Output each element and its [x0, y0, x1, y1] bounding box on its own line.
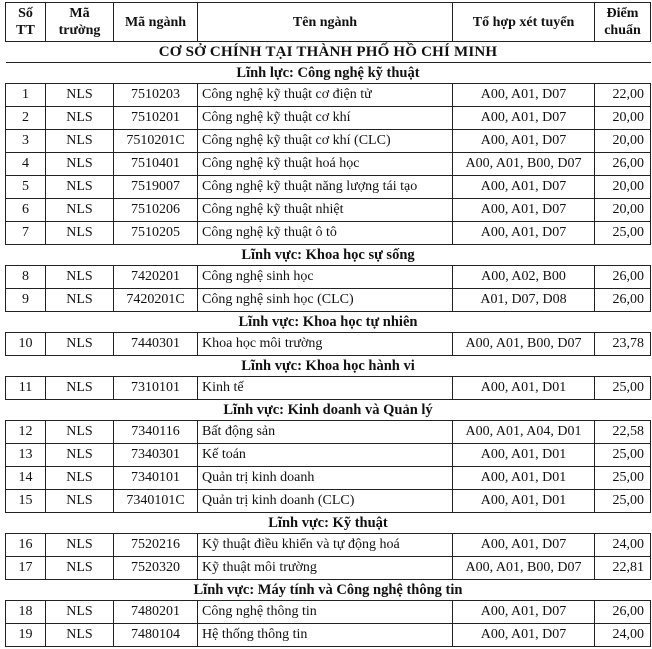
cell-ma-nganh: 7510206 [114, 199, 198, 222]
cell-diem-chuan: 25,00 [595, 467, 651, 490]
table-row [6, 490, 651, 513]
cell-ten-nganh: Công nghệ kỹ thuật cơ khí (CLC) [198, 130, 453, 153]
section-title: Lĩnh vực: Kinh doanh và Quản lý [6, 400, 651, 421]
cell-stt: 8 [6, 266, 46, 289]
cell-ma-truong: NLS [46, 421, 114, 444]
cell-stt: 10 [6, 333, 46, 356]
table-row [6, 534, 651, 557]
cell-to-hop: A00, A01, D01 [453, 377, 595, 400]
col-header-ten-nganh: Tên ngành [198, 3, 453, 42]
cell-diem-chuan: 20,00 [595, 130, 651, 153]
section-header-row [6, 63, 651, 84]
cell-stt: 11 [6, 377, 46, 400]
cell-ma-truong: NLS [46, 107, 114, 130]
table-row [6, 333, 651, 356]
cell-to-hop: A00, A01, D01 [453, 490, 595, 513]
cell-ten-nganh: Quản trị kinh doanh (CLC) [198, 490, 453, 513]
table-row [6, 84, 651, 107]
cell-to-hop: A00, A01, D07 [453, 534, 595, 557]
table-row [6, 421, 651, 444]
cell-to-hop: A00, A01, B00, D07 [453, 153, 595, 176]
cell-to-hop: A00, A02, B00 [453, 266, 595, 289]
cell-stt: 18 [6, 601, 46, 624]
section-header-row [6, 312, 651, 333]
table-row [6, 107, 651, 130]
cell-ma-truong: NLS [46, 534, 114, 557]
col-header-diem-chuan: Điểm chuẩn [595, 3, 651, 42]
cell-stt: 2 [6, 107, 46, 130]
cell-diem-chuan: 23,78 [595, 333, 651, 356]
cell-ma-nganh: 7340101 [114, 467, 198, 490]
table-row [6, 130, 651, 153]
cell-ma-truong: NLS [46, 333, 114, 356]
cell-to-hop: A00, A01, D01 [453, 444, 595, 467]
cell-stt: 9 [6, 289, 46, 312]
admission-score-table [5, 2, 651, 647]
section-title: Lĩnh vực: Khoa học sự sống [6, 245, 651, 266]
cell-ten-nganh: Công nghệ sinh học (CLC) [198, 289, 453, 312]
cell-ten-nganh: Kinh tế [198, 377, 453, 400]
cell-diem-chuan: 25,00 [595, 222, 651, 245]
cell-ten-nganh: Công nghệ kỹ thuật nhiệt [198, 199, 453, 222]
cell-ten-nganh: Kỹ thuật điều khiển và tự động hoá [198, 534, 453, 557]
cell-to-hop: A00, A01, B00, D07 [453, 557, 595, 580]
section-title: Lĩnh vực: Khoa học hành vi [6, 356, 651, 377]
cell-stt: 7 [6, 222, 46, 245]
cell-diem-chuan: 24,00 [595, 624, 651, 647]
table-row [6, 624, 651, 647]
cell-diem-chuan: 22,00 [595, 84, 651, 107]
cell-ten-nganh: Công nghệ sinh học [198, 266, 453, 289]
cell-stt: 6 [6, 199, 46, 222]
cell-ten-nganh: Công nghệ kỹ thuật cơ khí [198, 107, 453, 130]
campus-title: CƠ SỞ CHÍNH TẠI THÀNH PHỐ HỒ CHÍ MINH [6, 42, 651, 63]
cell-stt: 15 [6, 490, 46, 513]
cell-ma-truong: NLS [46, 467, 114, 490]
cell-ma-nganh: 7440301 [114, 333, 198, 356]
section-header-row [6, 580, 651, 601]
cell-to-hop: A00, A01, A04, D01 [453, 421, 595, 444]
table-row [6, 289, 651, 312]
cell-diem-chuan: 26,00 [595, 289, 651, 312]
table-row [6, 601, 651, 624]
cell-stt: 4 [6, 153, 46, 176]
cell-ma-truong: NLS [46, 601, 114, 624]
cell-ten-nganh: Công nghệ kỹ thuật cơ điện tử [198, 84, 453, 107]
cell-ma-nganh: 7420201 [114, 266, 198, 289]
cell-stt: 19 [6, 624, 46, 647]
cell-diem-chuan: 26,00 [595, 266, 651, 289]
campus-title-row [6, 42, 651, 63]
cell-ma-nganh: 7510201 [114, 107, 198, 130]
cell-ma-nganh: 7480201 [114, 601, 198, 624]
cell-diem-chuan: 24,00 [595, 534, 651, 557]
cell-ten-nganh: Quản trị kinh doanh [198, 467, 453, 490]
cell-to-hop: A00, A01, D07 [453, 222, 595, 245]
cell-ten-nganh: Công nghệ thông tin [198, 601, 453, 624]
cell-to-hop: A00, A01, D07 [453, 176, 595, 199]
cell-diem-chuan: 25,00 [595, 490, 651, 513]
cell-stt: 12 [6, 421, 46, 444]
table-header-row [6, 3, 651, 42]
cell-ma-truong: NLS [46, 557, 114, 580]
cell-stt: 1 [6, 84, 46, 107]
cell-to-hop: A00, A01, D07 [453, 130, 595, 153]
col-header-to-hop: Tổ hợp xét tuyển [453, 3, 595, 42]
cell-ten-nganh: Công nghệ kỹ thuật ô tô [198, 222, 453, 245]
table-row [6, 199, 651, 222]
cell-to-hop: A00, A01, D07 [453, 84, 595, 107]
cell-ma-truong: NLS [46, 222, 114, 245]
cell-diem-chuan: 22,58 [595, 421, 651, 444]
cell-ma-truong: NLS [46, 266, 114, 289]
cell-ma-nganh: 7340116 [114, 421, 198, 444]
cell-ma-nganh: 7420201C [114, 289, 198, 312]
cell-to-hop: A01, D07, D08 [453, 289, 595, 312]
cell-ma-truong: NLS [46, 444, 114, 467]
cell-stt: 5 [6, 176, 46, 199]
col-header-stt: Số TT [6, 3, 46, 42]
cell-ma-truong: NLS [46, 153, 114, 176]
cell-ma-truong: NLS [46, 377, 114, 400]
cell-stt: 3 [6, 130, 46, 153]
section-header-row [6, 400, 651, 421]
table-row [6, 153, 651, 176]
cell-ma-truong: NLS [46, 199, 114, 222]
table-row [6, 176, 651, 199]
cell-ma-nganh: 7340301 [114, 444, 198, 467]
cell-ma-nganh: 7519007 [114, 176, 198, 199]
section-title: Lĩnh vực: Khoa học tự nhiên [6, 312, 651, 333]
section-header-row [6, 513, 651, 534]
cell-ma-nganh: 7310101 [114, 377, 198, 400]
cell-ma-truong: NLS [46, 84, 114, 107]
section-title: Lĩnh vực: Máy tính và Công nghệ thông tin [6, 580, 651, 601]
cell-stt: 17 [6, 557, 46, 580]
section-title: Lĩnh lực: Công nghệ kỹ thuật [6, 63, 651, 84]
table-row [6, 266, 651, 289]
cell-to-hop: A00, A01, D01 [453, 467, 595, 490]
cell-ma-truong: NLS [46, 624, 114, 647]
cell-diem-chuan: 25,00 [595, 444, 651, 467]
cell-ma-nganh: 7510201C [114, 130, 198, 153]
cell-to-hop: A00, A01, D07 [453, 199, 595, 222]
cell-diem-chuan: 26,00 [595, 601, 651, 624]
cell-to-hop: A00, A01, D07 [453, 624, 595, 647]
section-header-row [6, 356, 651, 377]
cell-diem-chuan: 26,00 [595, 153, 651, 176]
cell-ma-nganh: 7510203 [114, 84, 198, 107]
section-title: Lĩnh vực: Kỹ thuật [6, 513, 651, 534]
cell-diem-chuan: 20,00 [595, 199, 651, 222]
cell-ma-nganh: 7520320 [114, 557, 198, 580]
cell-ma-nganh: 7480104 [114, 624, 198, 647]
cell-ma-truong: NLS [46, 176, 114, 199]
cell-stt: 13 [6, 444, 46, 467]
table-body [6, 42, 651, 647]
table-row [6, 444, 651, 467]
table-row [6, 222, 651, 245]
cell-to-hop: A00, A01, D07 [453, 601, 595, 624]
cell-ma-nganh: 7510205 [114, 222, 198, 245]
cell-ten-nganh: Khoa học môi trường [198, 333, 453, 356]
cell-stt: 14 [6, 467, 46, 490]
col-header-ma-nganh: Mã ngành [114, 3, 198, 42]
cell-ten-nganh: Kỹ thuật môi trường [198, 557, 453, 580]
cell-ma-truong: NLS [46, 289, 114, 312]
cell-diem-chuan: 22,81 [595, 557, 651, 580]
table-row [6, 377, 651, 400]
cell-to-hop: A00, A01, B00, D07 [453, 333, 595, 356]
cell-ma-truong: NLS [46, 130, 114, 153]
cell-ten-nganh: Công nghệ kỹ thuật năng lượng tái tạo [198, 176, 453, 199]
cell-ma-truong: NLS [46, 490, 114, 513]
cell-diem-chuan: 20,00 [595, 107, 651, 130]
cell-ten-nganh: Kế toán [198, 444, 453, 467]
cell-ma-nganh: 7340101C [114, 490, 198, 513]
cell-diem-chuan: 25,00 [595, 377, 651, 400]
cell-ten-nganh: Công nghệ kỹ thuật hoá học [198, 153, 453, 176]
cell-ma-nganh: 7510401 [114, 153, 198, 176]
cell-ten-nganh: Bất động sản [198, 421, 453, 444]
table-row [6, 557, 651, 580]
cell-diem-chuan: 20,00 [595, 176, 651, 199]
col-header-ma-truong: Mã trường [46, 3, 114, 42]
section-header-row [6, 245, 651, 266]
cell-ma-nganh: 7520216 [114, 534, 198, 557]
cell-stt: 16 [6, 534, 46, 557]
cell-ten-nganh: Hệ thống thông tin [198, 624, 453, 647]
cell-to-hop: A00, A01, D07 [453, 107, 595, 130]
table-row [6, 467, 651, 490]
